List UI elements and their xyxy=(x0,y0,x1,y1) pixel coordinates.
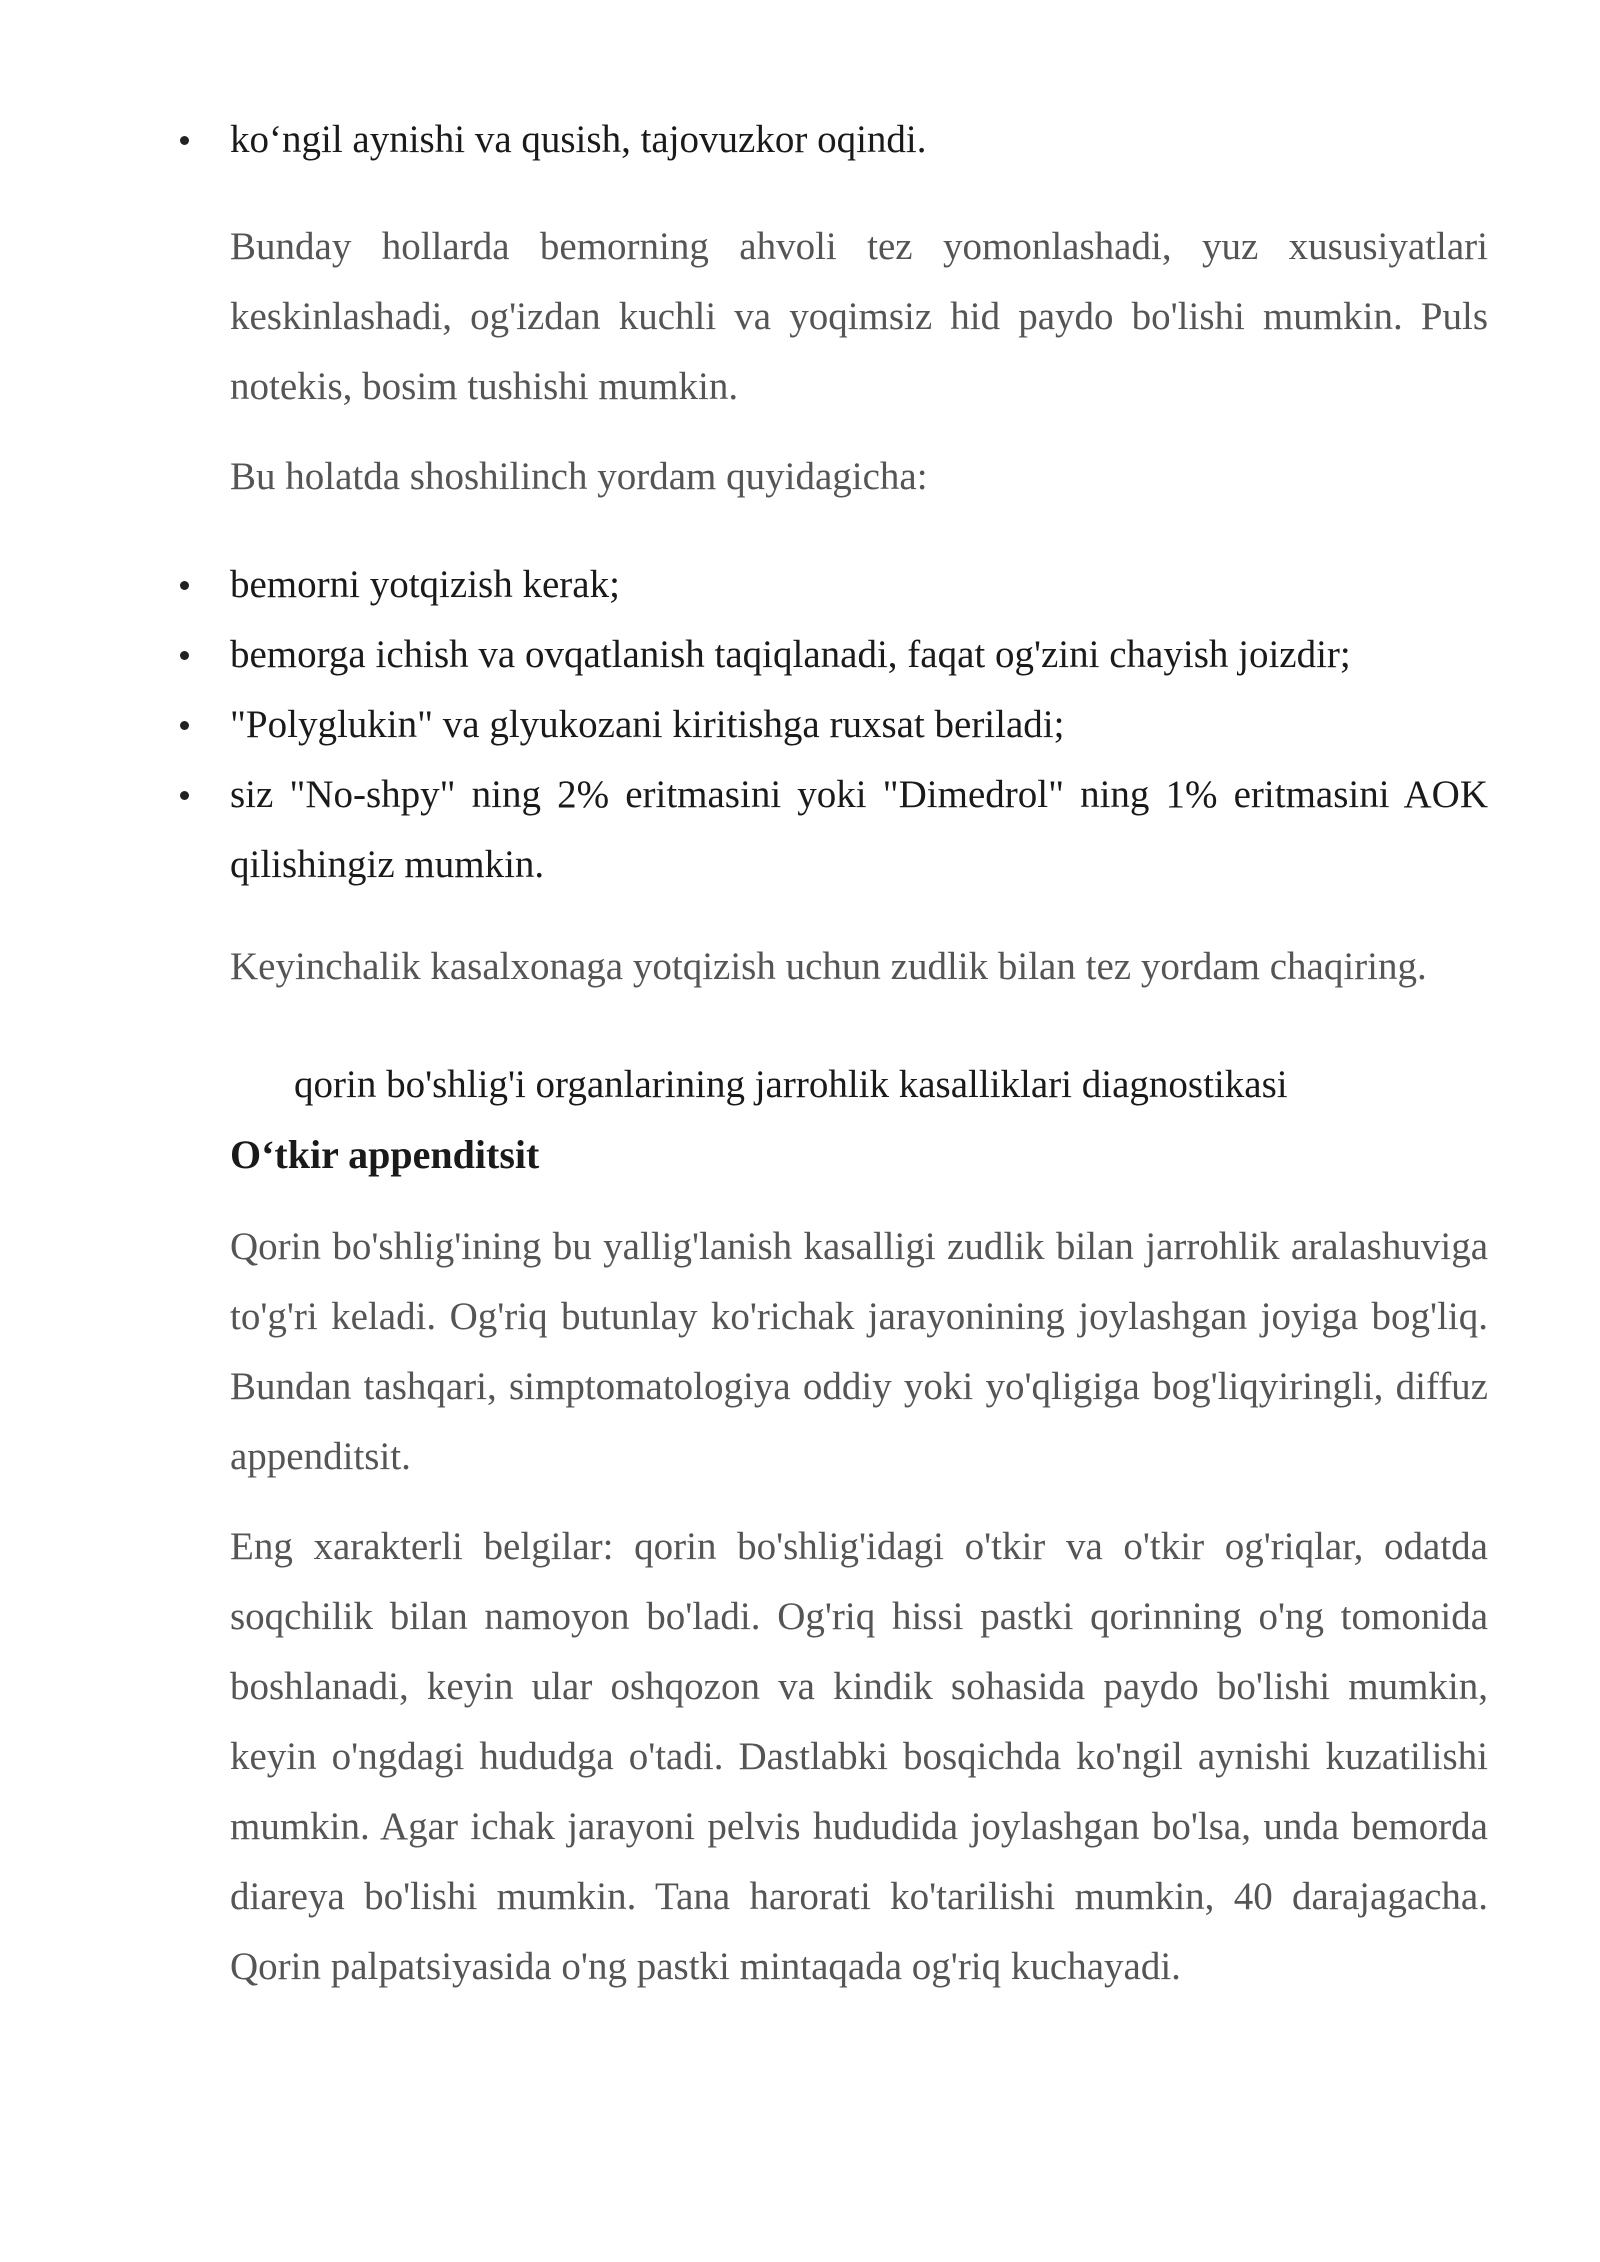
paragraph-condition: Bunday hollarda bemorning ahvoli tez yomonlashadi, yuz xususiyatlari keskinlashadi, og'izdan kuchli va yoqimsiz hid paydo bo'lishi mumkin. Puls notekis, bosim tushishi mumkin. xyxy=(230,225,1488,408)
list-item-text: "Polyglukin" va glyukozani kiritishga ruxsat beriladi; xyxy=(230,703,1065,746)
paragraph-aid-intro: Bu holatda shoshilinch yordam quyidagicha: xyxy=(230,455,928,498)
symptom-list xyxy=(0,105,1600,175)
list-item-text: siz "No-shpy" ning 2% eritmasini yoki "Dimedrol" ning 1% eritmasini AOK qilishingiz mumkin. xyxy=(230,773,1488,886)
list-item-text: bemorni yotqizish kerak; xyxy=(230,563,620,606)
first-aid-list xyxy=(0,550,1600,900)
list-item xyxy=(0,550,1600,620)
list-item xyxy=(0,690,1600,760)
section-heading: O‘tkir appenditsit xyxy=(230,1132,540,1177)
paragraph-call-ambulance: Keyinchalik kasalxonaga yotqizish uchun zudlik bilan tez yordam chaqiring. xyxy=(230,945,1427,988)
paragraph-appendicitis-intro: Qorin bo'shlig'ining bu yallig'lanish kasalligi zudlik bilan jarrohlik aralashuviga to'g'ri keladi. Og'riq butunlay ko'richak jarayonining joylashgan joyiga bog'liq. Bundan tashqari, simptomatologiya oddiy yoki yo'qligiga bog'liqyiringli, diffuz appenditsit. xyxy=(230,1225,1488,1478)
list-item-text: bemorga ichish va ovqatlanish taqiqlanadi, faqat og'zini chayish joizdir; xyxy=(230,633,1351,676)
section-subheading: qorin bo'shlig'i organlarining jarrohlik kasalliklari diagnostikasi xyxy=(294,1063,1288,1106)
bullet-icon xyxy=(180,721,189,730)
bullet-icon xyxy=(180,136,189,145)
bullet-icon xyxy=(180,651,189,660)
list-item xyxy=(0,105,1600,175)
bullet-icon xyxy=(180,791,189,800)
paragraph-appendicitis-symptoms: Eng xarakterli belgilar: qorin bo'shlig'idagi o'tkir va o'tkir og'riqlar, odatda soqchilik bilan namoyon bo'ladi. Og'riq hissi pastki qorinning o'ng tomonida boshlanadi, keyin ular oshqozon va kindik sohasida paydo bo'lishi mumkin, keyin o'ngdagi hududga o'tadi. Dastlabki bosqichda ko'ngil aynishi kuzatilishi mumkin. Agar ichak jarayoni pelvis hududida joylashgan bo'lsa, unda bemorda diareya bo'lishi mumkin. Tana harorati ko'tarilishi mumkin, 40 darajagacha. Qorin palpatsiyasida o'ng pastki mintaqada og'riq kuchayadi. xyxy=(230,1525,1488,1988)
bullet-icon xyxy=(180,581,189,590)
list-item xyxy=(0,620,1600,690)
list-item xyxy=(0,760,1600,900)
list-item-text: ko‘ngil aynishi va qusish, tajovuzkor oqindi. xyxy=(230,118,927,161)
